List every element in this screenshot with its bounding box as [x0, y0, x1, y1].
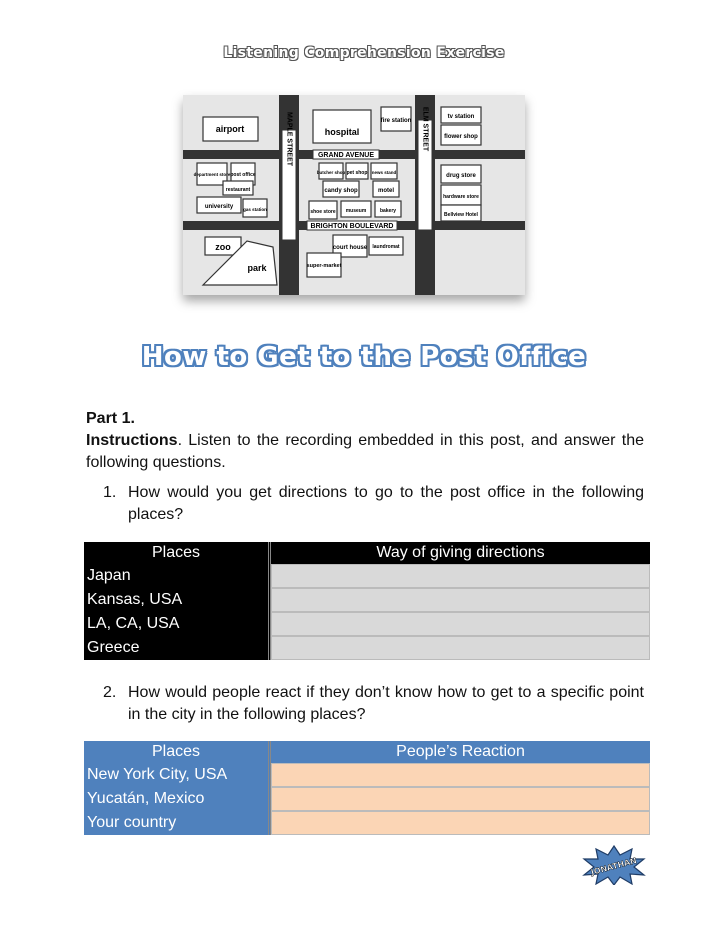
place-cell: Your country — [84, 811, 271, 835]
map-label-supermarket: super-market — [306, 263, 342, 269]
place-cell: Greece — [84, 636, 271, 660]
map-label-park: park — [247, 263, 267, 273]
table-row — [84, 588, 650, 612]
map-label-news-stand: news stand — [371, 170, 397, 175]
place-cell: LA, CA, USA — [84, 612, 271, 636]
table-row — [84, 811, 650, 835]
question-text: How would people react if they don’t know how to get to a specific point in the city in the following places? — [128, 684, 644, 723]
question-text: How would you get directions to go to the post office in the following places? — [128, 484, 644, 523]
map-label-drug-store: drug store — [446, 173, 476, 179]
map-label-shoe-store: shoe store — [310, 209, 336, 215]
question-2 — [103, 682, 644, 726]
map-label-court-house: court house — [332, 245, 368, 251]
town-map — [183, 95, 525, 295]
map-label-butcher-shop: butcher shop — [316, 170, 346, 175]
map-label-post-office: post office — [230, 172, 256, 178]
instructions-paragraph — [86, 430, 644, 474]
answer-cell[interactable] — [271, 636, 650, 660]
instructions-text: . Listen to the recording embedded in this post, and answer the following questions. — [86, 432, 644, 471]
part-heading: Part 1. — [86, 410, 135, 427]
map-label-gas-station: gas station — [243, 207, 267, 212]
map-label-bellview-hotel: Bellview Hotel — [444, 212, 478, 218]
answer-cell[interactable] — [271, 763, 650, 787]
answer-cell[interactable] — [271, 612, 650, 636]
answer-cell[interactable] — [271, 787, 650, 811]
brighton-boulevard-label: BRIGHTON BOULEVARD — [310, 223, 394, 230]
map-label-museum: museum — [345, 208, 367, 214]
reactions-table — [84, 741, 650, 835]
table-header-row — [84, 542, 650, 564]
table-row — [84, 787, 650, 811]
logo-text: JONATHAN — [589, 856, 638, 877]
map-label-restaurant: restaurant — [225, 187, 251, 193]
map-label-pet-shop: pet shop — [346, 170, 368, 176]
place-cell: Yucatán, Mexico — [84, 787, 271, 811]
table-row — [84, 636, 650, 660]
map-label-hospital: hospital — [324, 127, 360, 137]
map-label-zoo: zoo — [215, 242, 231, 252]
table-header-row — [84, 741, 650, 763]
directions-table — [84, 542, 650, 660]
map-label-bakery: bakery — [379, 208, 397, 214]
page-title: How to Get to the Post Office — [141, 342, 587, 372]
map-label-laundromat: laundromat — [372, 244, 400, 250]
map-label-department-store: department store — [193, 172, 231, 177]
table-row — [84, 763, 650, 787]
map-label-tv-station: tv station — [447, 114, 475, 120]
place-cell: New York City, USA — [84, 763, 271, 787]
jonathan-logo — [582, 845, 646, 885]
maple-street-label: MAPLE STREET — [285, 111, 293, 167]
column-header-reaction: People’s Reaction — [271, 741, 650, 763]
table-row — [84, 564, 650, 588]
table-row — [84, 612, 650, 636]
answer-cell[interactable] — [271, 588, 650, 612]
question-number: 2. — [103, 684, 117, 701]
question-1 — [103, 482, 644, 526]
answer-cell[interactable] — [271, 564, 650, 588]
grand-avenue-label: GRAND AVENUE — [317, 152, 375, 159]
elm-street-label: ELM STREET — [421, 106, 429, 152]
place-cell: Kansas, USA — [84, 588, 271, 612]
instructions-label: Instructions — [86, 432, 178, 449]
map-label-university: university — [204, 204, 234, 210]
question-number: 1. — [103, 484, 117, 501]
place-cell: Japan — [84, 564, 271, 588]
map-label-motel: motel — [377, 188, 395, 194]
map-label-hardware-store: hardware store — [443, 194, 479, 200]
map-label-airport: airport — [215, 124, 245, 134]
map-label-flower-shop: flower shop — [444, 134, 478, 140]
column-header-places: Places — [84, 741, 271, 763]
column-header-directions: Way of giving directions — [271, 542, 650, 564]
header-title: Listening Comprehension Exercise — [223, 45, 505, 61]
map-label-fire-station: fire station — [380, 118, 412, 124]
answer-cell[interactable] — [271, 811, 650, 835]
map-label-candy-shop: candy shop — [324, 188, 358, 194]
column-header-places: Places — [84, 542, 271, 564]
